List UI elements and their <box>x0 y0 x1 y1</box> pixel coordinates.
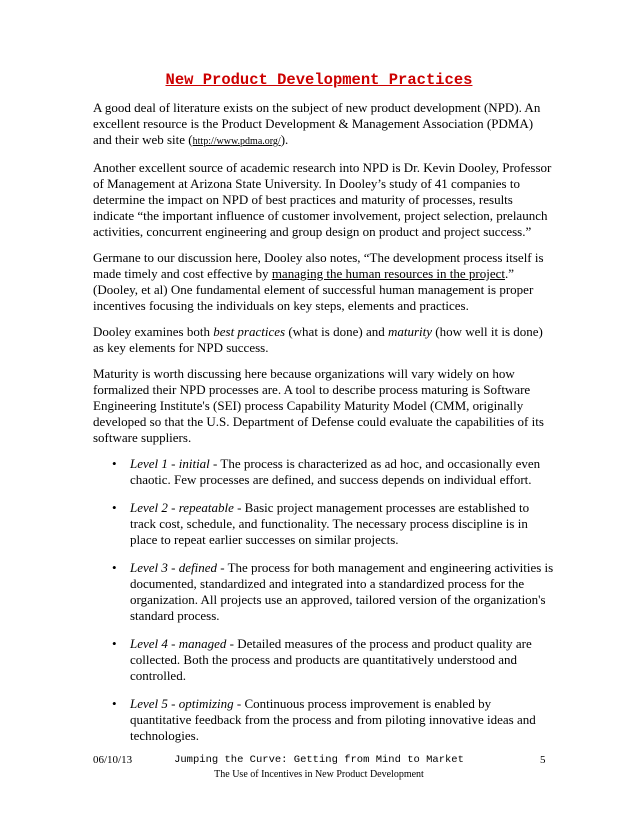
paragraph-intro <box>93 100 555 150</box>
body-content <box>93 100 555 756</box>
level-text: Basic project management processes are established to track cost, schedule, and functionality. The necessary process discipline is in place to repeat earlier successes on similar projects. <box>130 500 530 547</box>
level-text: The process for both management and engineering activities is documented, standardized and integrated into a standardized process for the organization. All projects use an approved, tailored version of the organization's standard process. <box>130 560 554 623</box>
best-practices-term: best practices <box>213 324 286 339</box>
list-item <box>93 636 555 684</box>
paragraph-practices <box>93 324 555 356</box>
paragraph-germane-a: Germane to our discussion here, Dooley also notes, “The development process itself is made timely and cost effective by <box>93 250 544 281</box>
paragraph-intro-end: ). <box>280 132 289 147</box>
level-label: Level 5 - optimizing - <box>130 696 242 711</box>
list-item <box>93 500 555 548</box>
paragraph-practices-a: Dooley examines both <box>93 324 214 339</box>
paragraph-maturity: Maturity is worth discussing here because organizations will vary widely on how formalized their NPD processes are. A tool to describe process maturing is Software Engineering Institute's (SEI) process Capability Maturity Model (CMM, originally developed so that the U.S. Department of Defense could evaluate the capabilities of its software suppliers. <box>93 366 544 445</box>
list-item <box>93 560 555 624</box>
bullet-icon: • <box>112 456 117 471</box>
level-text: Continuous process improvement is enabled by quantitative feedback from the process and from piloting innovative ideas and technologies. <box>130 696 536 743</box>
bullet-icon: • <box>112 636 117 651</box>
paragraph-intro-text: A good deal of literature exists on the subject of new product development (NPD). An excellent resource is the Product Development & Management Association (PDMA) and their web site ( <box>93 100 541 147</box>
bullet-icon: • <box>112 500 117 515</box>
pdma-link[interactable]: http://www.pdma.org/ <box>192 136 281 147</box>
bullet-icon: • <box>112 696 117 711</box>
level-label: Level 2 - repeatable - <box>130 500 242 515</box>
footer-date: 06/10/13 <box>93 754 133 766</box>
page-title: New Product Development Practices <box>165 71 473 89</box>
bullet-icon: • <box>112 560 117 575</box>
paragraph-practices-c: (how well it is done) as key elements for NPD success. <box>93 324 543 355</box>
list-item <box>93 456 555 488</box>
paragraph-germane-b: .” (Dooley, et al) One fundamental element of successful human management is proper incentives focusing the individuals on key steps, elements and practices. <box>93 266 534 313</box>
level-text: The process is characterized as ad hoc, and occasionally even chaotic. Few processes are defined, and success depends on individual effort. <box>130 456 541 487</box>
list-item <box>93 696 555 744</box>
level-label: Level 1 - initial - <box>130 456 218 471</box>
level-text: Detailed measures of the process and product quality are collected. Both the process and products are quantitatively understood and controlled. <box>130 636 532 683</box>
footer-title: Jumping the Curve: Getting from Mind to Market <box>174 754 464 766</box>
maturity-term: maturity <box>387 324 433 339</box>
maturity-levels-list <box>93 456 555 744</box>
underlined-phrase: managing the human resources in the project <box>271 266 506 281</box>
paragraph-germane <box>93 250 555 314</box>
paragraph-practices-b: (what is done) and <box>285 324 388 339</box>
level-label: Level 4 - managed - <box>130 636 234 651</box>
footer-subtitle: The Use of Incentives in New Product Development <box>214 769 424 780</box>
page-number: 5 <box>540 754 546 766</box>
level-label: Level 3 - defined - <box>130 560 225 575</box>
paragraph-dooley: Another excellent source of academic research into NPD is Dr. Kevin Dooley, Professor of Management at Arizona State University. In Dooley’s study of 41 companies to determine the impact on NPD of best practices and maturity of processes, results indicate “the important influence of customer involvement, project selection, prelaunch activities, concurrent engineering and group design on product and project success.” <box>93 160 552 239</box>
